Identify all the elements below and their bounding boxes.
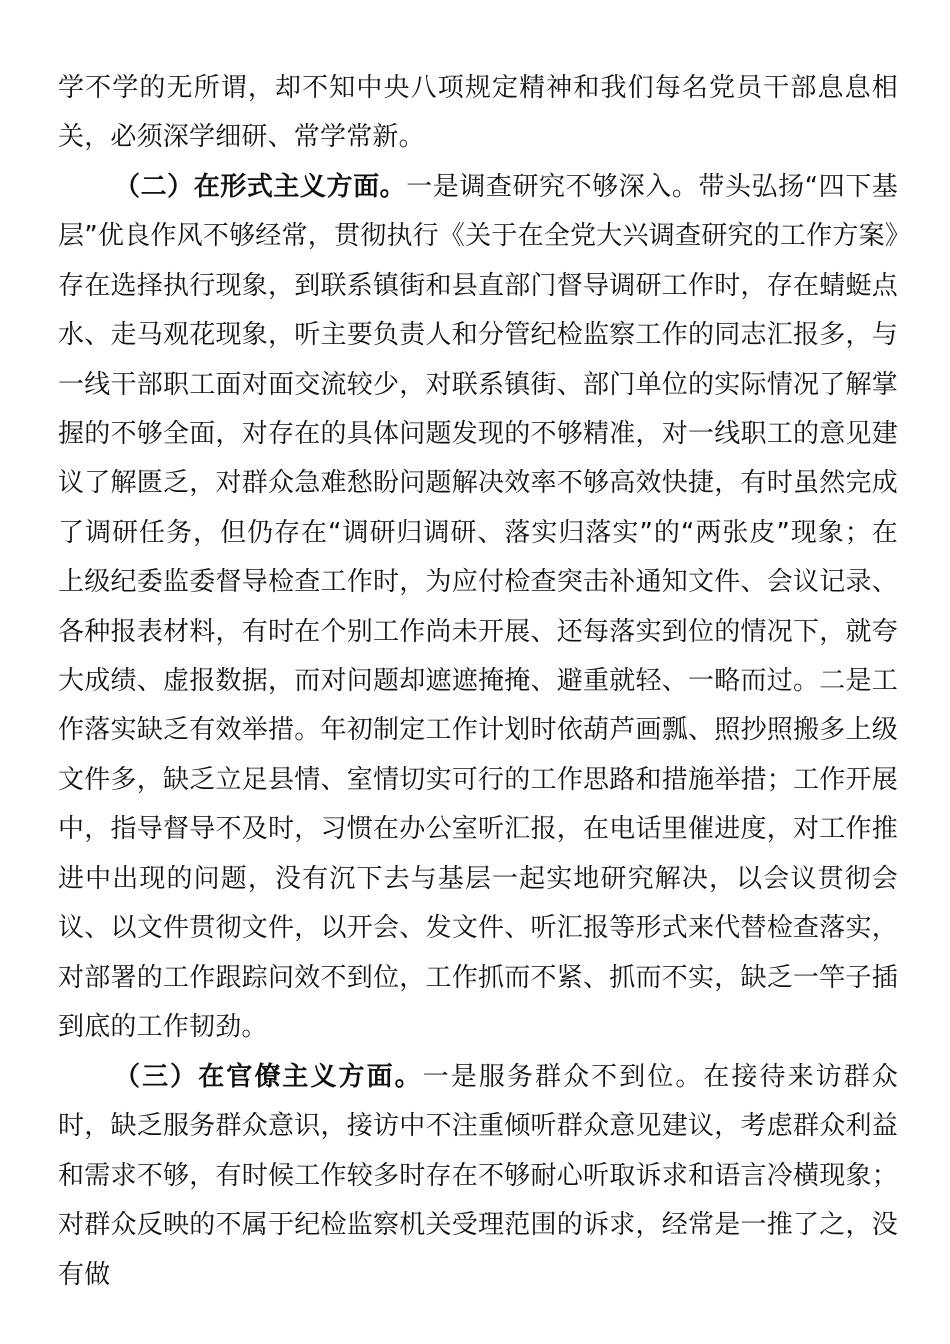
paragraph-bureaucratism — [58, 1053, 898, 1300]
paragraph-text: 一是调查研究不够深入。带头弘扬“四下基层”优良作风不够经常，贯彻执行《关于在全党大兴调查研究的工作方案》存在选择执行现象，到联系镇街和县直部门督导调研工作时，存在蜻蜓点水、走马观花现象，听主要负责人和分管纪检监察工作的同志汇报多，与一线干部职工面对面交流较少，对联系镇街、部门单位的实际情况了解掌握的不够全面，对存在的具体问题发现的不够精准，对一线职工的意见建议了解匮乏，对群众急难愁盼问题解决效率不够高效快捷，有时虽然完成了调研任务，但仍存在“调研归调研、落实归落实”的“两张皮”现象；在上级纪委监委督导检查工作时，为应付检查突击补通知文件、会议记录、各种报表材料，有时在个别工作尚未开展、还每落实到位的情况下，就夸大成绩、虚报数据，而对问题却遮遮掩掩、避重就轻、一略而过。二是工作落实缺乏有效举措。年初制定工作计划时依葫芦画瓢、照抄照搬多上级文件多，缺乏立足县情、室情切实可行的工作思路和措施举措；工作开展中，指导督导不及时，习惯在办公室听汇报，在电话里催进度，对工作推进中出现的问题，没有沉下去与基层一起实地研究解决，以会议贯彻会议、以文件贯彻文件，以开会、发文件、听汇报等形式来代替检查落实，对部署的工作跟踪问效不到位，工作抓而不紧、抓而不实，缺乏一竿子插到底的工作韧劲。 — [58, 172, 899, 1042]
paragraph-continuation — [58, 64, 898, 163]
paragraph-text: 学不学的无所谓，却不知中央八项规定精神和我们每名党员干部息息相关，必须深学细研、常学常新。 — [58, 73, 898, 153]
section-heading: （二）在形式主义方面。 — [114, 172, 407, 202]
paragraph-text: 一是服务群众不到位。在接待来访群众时，缺乏服务群众意识，接访中不注重倾听群众意见建议，考虑群众利益和需求不够，有时候工作较多时存在不够耐心听取诉求和语言冷横现象；对群众反映的不属于纪检监察机关受理范围的诉求，经常是一推了之，没有做 — [58, 1062, 898, 1290]
section-heading: （三）在官僚主义方面。 — [114, 1062, 423, 1092]
paragraph-formalism — [58, 163, 898, 1052]
